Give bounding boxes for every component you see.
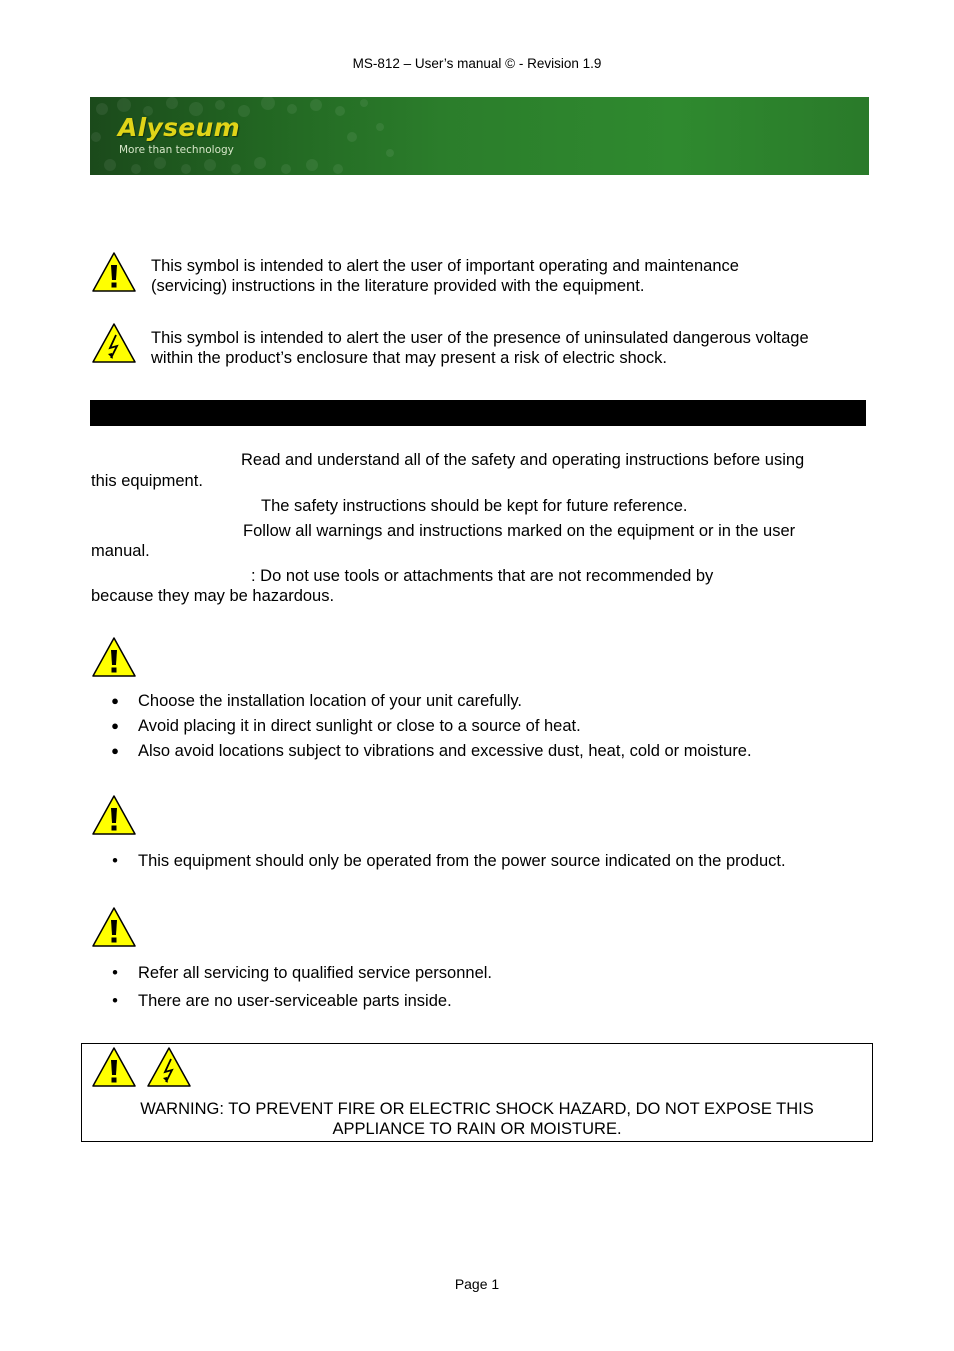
caution-exclamation-icon: [91, 906, 137, 948]
list-item: Avoid placing it in direct sunlight or close to a source of heat.: [138, 717, 581, 735]
instruction-retain: The safety instructions should be kept for future reference.: [261, 497, 688, 515]
section-heading-bar: [90, 400, 866, 426]
brand-tagline: More than technology: [119, 144, 234, 156]
symbol-caution-line-2: (servicing) instructions in the literature provided with the equipment.: [151, 277, 645, 295]
bullet-marker: ●: [111, 718, 119, 733]
symbol-shock-line-1: This symbol is intended to alert the user of the presence of uninsulated dangerous voltage: [151, 329, 809, 347]
bullet-marker: •: [112, 964, 118, 982]
bullet-marker: •: [112, 992, 118, 1010]
instruction-attachments-line-1: : Do not use tools or attachments that are not recommended by: [251, 567, 714, 585]
list-item: Also avoid locations subject to vibrations and excessive dust, heat, cold or moisture.: [138, 742, 752, 760]
electric-shock-icon: [146, 1046, 192, 1088]
bullet-marker: ●: [111, 693, 119, 708]
caution-exclamation-icon: [91, 251, 137, 293]
page-number: Page 1: [454, 1276, 500, 1292]
caution-exclamation-icon: [91, 1046, 137, 1088]
list-item: Choose the installation location of your unit carefully.: [138, 692, 522, 710]
instruction-follow-line-2: manual.: [91, 542, 150, 560]
caution-exclamation-icon: [91, 636, 137, 678]
bullet-marker: ●: [111, 743, 119, 758]
electric-shock-icon: [91, 322, 137, 364]
instruction-attachments-line-2: because they may be hazardous.: [91, 587, 335, 605]
caution-exclamation-icon: [91, 794, 137, 836]
symbol-shock-line-2: within the product’s enclosure that may present a risk of electric shock.: [151, 349, 668, 367]
warning-text-line-2: APPLIANCE TO RAIN OR MOISTURE.: [332, 1120, 622, 1138]
instruction-follow-line-1: Follow all warnings and instructions marked on the equipment or in the user: [243, 522, 796, 540]
list-item: This equipment should only be operated from the power source indicated on the product.: [138, 852, 786, 870]
symbol-caution-line-1: This symbol is intended to alert the user of important operating and maintenance: [151, 257, 739, 275]
brand-banner: [90, 97, 869, 175]
warning-text-line-1: WARNING: TO PREVENT FIRE OR ELECTRIC SHOCK HAZARD, DO NOT EXPOSE THIS: [140, 1100, 814, 1118]
instruction-read-line-1: Read and understand all of the safety and operating instructions before using: [241, 451, 805, 469]
list-item: Refer all servicing to qualified service personnel.: [138, 964, 493, 982]
brand-logo-text: Alyseum: [118, 113, 240, 142]
bullet-marker: •: [112, 852, 118, 870]
instruction-read-line-2: this equipment.: [91, 472, 203, 490]
list-item: There are no user-serviceable parts inside.: [138, 992, 452, 1010]
document-header: MS-812 – User’s manual © - Revision 1.9: [352, 56, 602, 71]
